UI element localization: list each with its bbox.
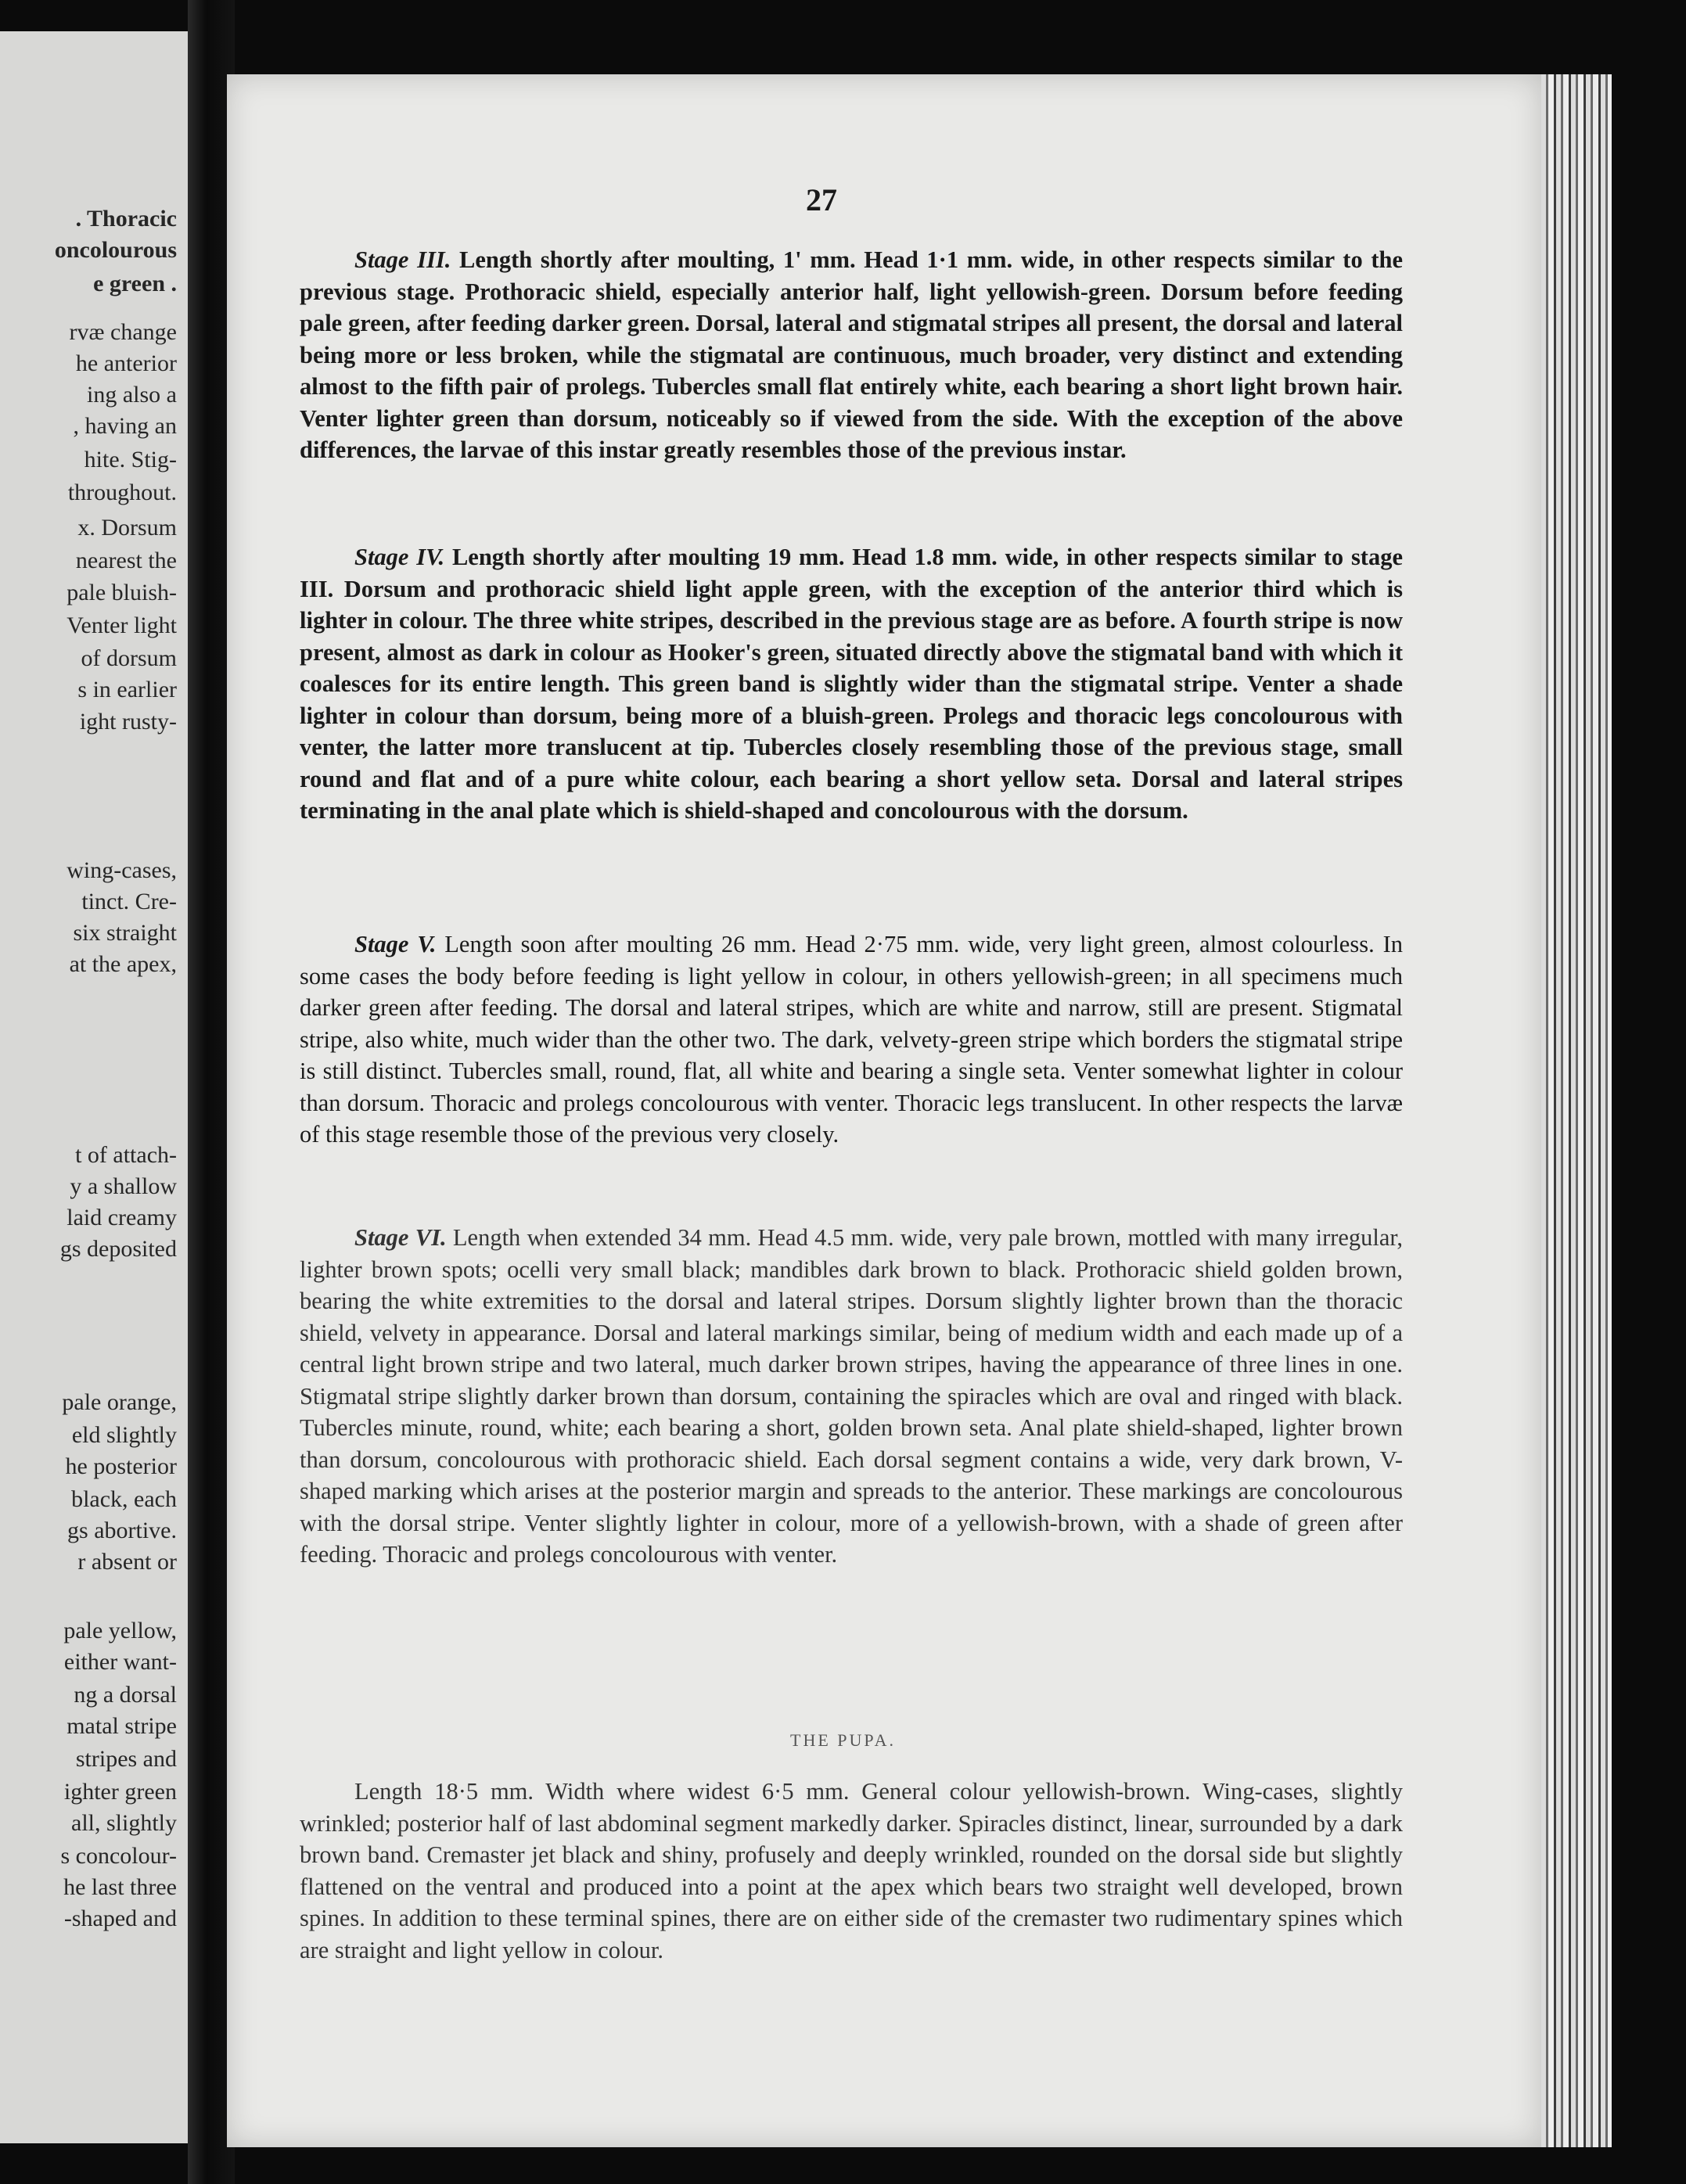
facing-page-line: e green . bbox=[93, 271, 177, 296]
facing-page-line: gs abortive. bbox=[67, 1518, 177, 1543]
stage-3-label: Stage III. bbox=[354, 246, 451, 273]
facing-page-line: pale yellow, bbox=[63, 1618, 177, 1643]
pupa-paragraph: Length 18·5 mm. Width where widest 6·5 mm. General colour yellowish-brown. Wing-cases, slightly wrinkled; posterior half of last abdominal segment markedly darker. Spiracles distinct, linear, surrounded by a dark brown band. Cremaster jet black and shiny, profusely and deeply wrinkled, rounded on the dorsal side but slightly flattened on the ventral and produced into a point at the apex which bears two straight well developed, brown spines. In addition to these terminal spines, there are on either side of the cremaster two rudimentary spines which are straight and light yellow in colour. bbox=[300, 1778, 1403, 1963]
facing-page-line: Venter light bbox=[67, 612, 177, 638]
stage-6-text: Length when extended 34 mm. Head 4.5 mm. wide, very pale brown, mottled with many irregular, lighter brown spots; ocelli very small black; mandibles dark brown to black. Prothoracic shield golden brown, bearing the white extremities to the dorsal and lateral stripes. Dorsum slightly lighter brown than the thoracic shield, velvety in appearance. Dorsal and lateral markings similar, being of medium width and each made up of a central light brown stripe and two lateral, much darker brown stripes, having the appearance of three lines in one. Stigmatal stripe slightly darker brown than dorsum, containing the spiracles which are oval and ringed with black. Tubercles minute, round, white; each bearing a short, golden brown seta. Anal plate shield-shaped, lighter brown than dorsum, concolourous with prothoracic shield. Each dorsal segment contains a wide, very dark brown, V-shaped marking which arises at the posterior margin and spreads to the anterior. These markings are concolourous with the dorsal stripe. Venter slightly lighter in colour, more of a yellowish-brown, with a shade of green after feeding. Thoracic and prolegs concolourous with venter. bbox=[300, 1224, 1403, 1568]
facing-page-line: all, slightly bbox=[71, 1810, 177, 1836]
facing-page-line: he posterior bbox=[65, 1453, 177, 1479]
facing-page-line: pale bluish- bbox=[67, 580, 177, 605]
pupa-heading: THE PUPA. bbox=[790, 1730, 896, 1750]
stage-5-text: Length soon after moulting 26 mm. Head 2·75 mm. wide, very light green, almost colourless. In some cases the body before feeding is light yellow in colour, in others yellowish-green; in all specimens much darker green after feeding. The dorsal and lateral stripes, which are white and narrow, still are present. Stigmatal stripe, also white, much wider than the other two. The dark, velvety-green stripe which borders the stigmatal stripe is still distinct. Tubercles small, round, flat, all white and bearing a single seta. Venter somewhat lighter in colour than dorsum. Thoracic and prolegs concolourous with venter. Thoracic legs translucent. In other respects the larvæ of this stage resemble those of the previous very closely. bbox=[300, 931, 1403, 1148]
facing-page-line: ight rusty- bbox=[79, 709, 177, 735]
facing-page-line: s concolour- bbox=[60, 1843, 177, 1869]
facing-page-line: of dorsum bbox=[81, 645, 177, 671]
facing-page-line: rvæ change bbox=[69, 319, 177, 345]
page-edges bbox=[1541, 74, 1612, 2147]
facing-page-line: ng a dorsal bbox=[74, 1682, 177, 1708]
page-number: 27 bbox=[806, 182, 837, 217]
facing-page-line: r absent or bbox=[77, 1549, 177, 1575]
stage-5-label: Stage V. bbox=[354, 931, 437, 957]
facing-page-line: oncolourous bbox=[54, 237, 177, 263]
facing-page-line: black, each bbox=[71, 1486, 177, 1512]
facing-page-line: wing-cases, bbox=[67, 857, 177, 883]
facing-page-line: ighter green bbox=[63, 1779, 177, 1805]
facing-page-line: laid creamy bbox=[67, 1205, 177, 1230]
facing-page-line: y a shallow bbox=[70, 1173, 177, 1199]
facing-page-line: , having an bbox=[73, 413, 177, 439]
facing-page-line: . Thoracic bbox=[75, 206, 177, 232]
facing-page-line: he anterior bbox=[75, 350, 177, 376]
stage-4-label: Stage IV. bbox=[354, 544, 445, 570]
stage-6-paragraph bbox=[300, 1222, 1403, 1571]
facing-page-fragment bbox=[0, 31, 188, 2143]
stage-4-text: Length shortly after moulting 19 mm. Head 1.8 mm. wide, in other respects similar to stage III. Dorsum and prothoracic shield light apple green, with the exception of the anterior third which is lighter in colour. The three white stripes, described in the previous stage are as before. A fourth stripe is now present, almost as dark in colour as Hooker's green, situated directly above the stigmatal band with which it coalesces for its entire length. This green band is slightly wider than the stigmatal stripe. Venter a shade lighter in colour than dorsum, being more of a bluish-green. Prolegs and thoracic legs concolourous with venter, the latter more translucent at tip. Tubercles closely resembling those of the previous stage, small round and flat and of a pure white colour, each bearing a short yellow seta. Dorsal and lateral stripes terminating in the anal plate which is shield-shaped and concolourous with the dorsum. bbox=[300, 544, 1404, 824]
facing-page-line: ing also a bbox=[87, 382, 177, 408]
facing-page-line: gs deposited bbox=[59, 1236, 177, 1262]
facing-page-line: throughout. bbox=[67, 480, 177, 505]
facing-page-line: t of attach- bbox=[75, 1142, 177, 1168]
facing-page-line: stripes and bbox=[75, 1746, 177, 1772]
facing-page-line: s in earlier bbox=[77, 677, 177, 702]
facing-page-line: he last three bbox=[63, 1874, 177, 1900]
facing-page-line: matal stripe bbox=[67, 1713, 177, 1739]
stage-3-paragraph bbox=[300, 244, 1403, 466]
stage-6-label: Stage VI. bbox=[354, 1224, 447, 1251]
facing-page-line: either want- bbox=[63, 1649, 177, 1675]
facing-page-line: nearest the bbox=[75, 548, 177, 573]
facing-page-line: eld slightly bbox=[71, 1422, 177, 1448]
stage-5-paragraph bbox=[300, 929, 1403, 1151]
facing-page-line: -shaped and bbox=[63, 1906, 177, 1931]
facing-page-line: pale orange, bbox=[62, 1389, 177, 1415]
facing-page-line: x. Dorsum bbox=[77, 515, 177, 541]
facing-page-line: hite. Stig- bbox=[84, 447, 177, 472]
stage-3-text: Length shortly after moulting, 1' mm. Head 1·1 mm. wide, in other respects similar to the previous stage. Prothoracic shield, especially anterior half, light yellowish-green. Dorsum before feeding pale green, after feeding darker green. Dorsal, lateral and stigmatal stripes all present, the dorsal and lateral being more or less broken, while the stigmatal are continuous, much broader, very distinct and extending almost to the fifth pair of prolegs. Tubercles small flat entirely white, each bearing a short light brown hair. Venter lighter green than dorsum, noticeably so if viewed from the side. With the exception of the above differences, the larvae of this instar greatly resembles those of the previous instar. bbox=[300, 246, 1403, 463]
facing-page-line: six straight bbox=[73, 920, 177, 946]
facing-page-line: tinct. Cre- bbox=[81, 889, 177, 914]
stage-4-paragraph bbox=[300, 541, 1403, 827]
facing-page-line: at the apex, bbox=[69, 951, 177, 977]
